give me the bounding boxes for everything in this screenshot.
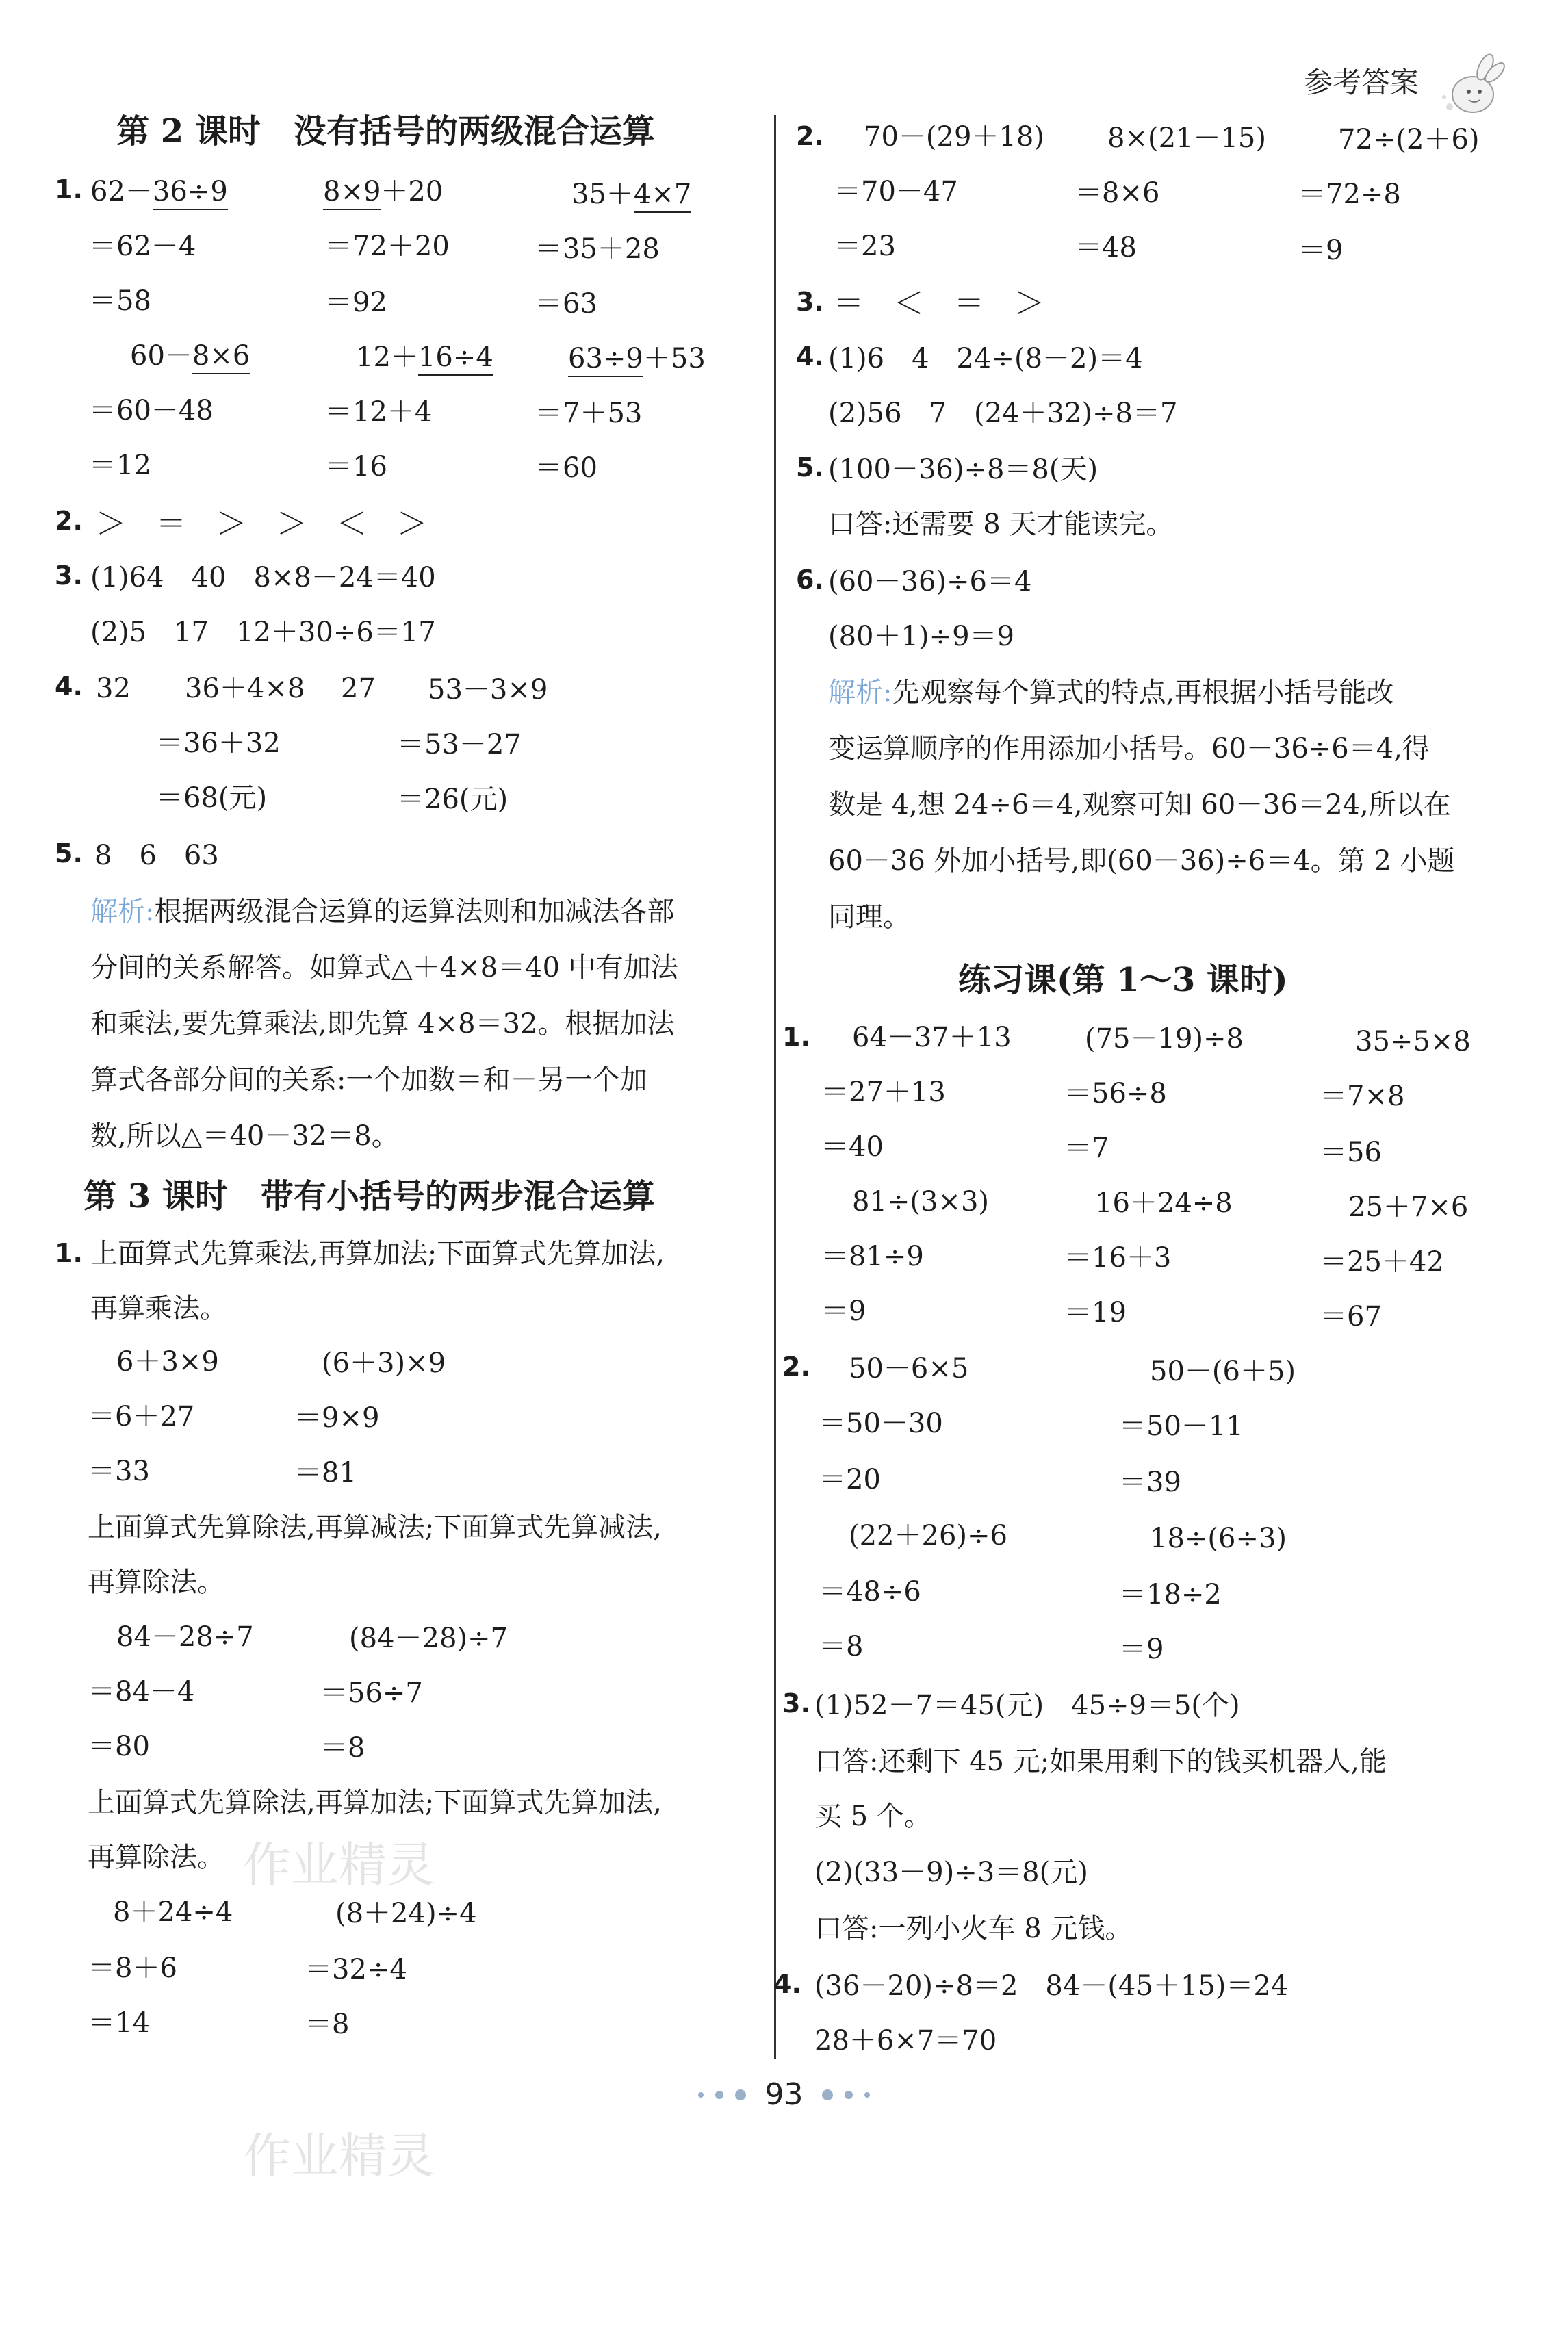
step: ＝19 xyxy=(1064,1297,1127,1328)
explanation-line: 数,所以△＝40－32＝8。 xyxy=(90,1120,399,1152)
page-footer xyxy=(0,2077,1568,2112)
explanation-line: 同理。 xyxy=(828,901,910,933)
step: ＝27＋13 xyxy=(821,1077,946,1108)
paragraph-line: 上面算式先算除法,再算减法;下面算式先算减法, xyxy=(88,1512,662,1543)
expression: 70－(29＋18) xyxy=(864,121,1044,153)
dot-icon xyxy=(715,2091,723,2099)
dot-icon xyxy=(822,2089,833,2100)
answer-value: 32 xyxy=(96,673,131,704)
answer-line: 口答:还剩下 45 元;如果用剩下的钱买机器人,能 xyxy=(814,1746,1387,1777)
step: ＝26(元) xyxy=(397,784,509,815)
expression: (84－28)÷7 xyxy=(349,1623,508,1654)
question-number: 3. xyxy=(55,561,83,591)
step: ＝35＋28 xyxy=(535,233,660,265)
lesson3-title: 第 3 课时 带有小括号的两步混合运算 xyxy=(83,1177,655,1215)
step: ＝60－48 xyxy=(89,395,214,426)
lesson2-title: 第 2 课时 没有括号的两级混合运算 xyxy=(116,112,655,151)
page-number: 93 xyxy=(764,2077,804,2112)
explanation-line: 和乘法,要先算乘法,即先算 4×8＝32。根据加法 xyxy=(90,1008,675,1040)
step: ＝18÷2 xyxy=(1119,1579,1222,1610)
paragraph-line: 上面算式先算乘法,再算加法;下面算式先算加法, xyxy=(90,1238,665,1270)
answer-value: 27 xyxy=(341,673,376,704)
step: ＝8×6 xyxy=(1075,177,1160,209)
answer-line: (80＋1)÷9＝9 xyxy=(828,621,1014,652)
step: ＝14 xyxy=(88,2007,150,2039)
question-number: 4. xyxy=(796,342,824,372)
expression: 72÷(2＋6) xyxy=(1338,124,1480,155)
expression: 50－(6＋5) xyxy=(1150,1356,1296,1387)
explanation-line: 解析:先观察每个算式的特点,再根据小括号能改 xyxy=(828,677,1394,708)
explanation-line: 算式各部分间的关系:一个加数＝和－另一个加 xyxy=(90,1064,647,1096)
question-number: 1. xyxy=(55,175,83,205)
question-number: 5. xyxy=(796,452,824,482)
step: ＝72÷8 xyxy=(1298,179,1401,210)
expression: (75－19)÷8 xyxy=(1085,1023,1244,1055)
expression: 8＋24÷4 xyxy=(113,1896,233,1928)
paragraph-line: 再算乘法。 xyxy=(90,1293,227,1324)
question-number: 6. xyxy=(796,565,824,595)
explanation-line: 数是 4,想 24÷6＝4,观察可知 60－36＝24,所以在 xyxy=(828,789,1451,821)
answer-line: (1)6 4 24÷(8－2)＝4 xyxy=(828,343,1143,374)
expression: (8＋24)÷4 xyxy=(335,1898,477,1929)
answer-line: 8 6 63 xyxy=(94,840,219,871)
step: ＝32÷4 xyxy=(305,1954,407,1985)
step: ＝12 xyxy=(89,450,151,481)
step: ＝16＋3 xyxy=(1064,1242,1172,1274)
answer-line: (1)52－7＝45(元) 45÷9＝5(个) xyxy=(814,1690,1240,1721)
expression: 16＋24÷8 xyxy=(1095,1187,1233,1219)
watermark: 作业精灵 xyxy=(243,1837,435,1893)
step: ＝20 xyxy=(819,1464,881,1495)
step: ＝36＋32 xyxy=(156,727,281,759)
question-number: 3. xyxy=(796,287,824,317)
expression: 60－8×6 xyxy=(130,342,250,370)
step: ＝62－4 xyxy=(89,231,196,262)
question-number: 5. xyxy=(55,838,83,868)
expression: 8×9＋20 xyxy=(323,178,443,205)
expression: 50－6×5 xyxy=(849,1353,969,1384)
step: ＝56÷8 xyxy=(1064,1078,1167,1109)
expression: 12＋16÷4 xyxy=(356,344,493,371)
expression: 25＋7×6 xyxy=(1348,1192,1469,1223)
step: ＝7 xyxy=(1064,1133,1109,1164)
question-number: 1. xyxy=(782,1022,810,1052)
step: ＝23 xyxy=(834,231,896,262)
step: ＝8 xyxy=(320,1732,365,1764)
step: ＝92 xyxy=(325,287,387,318)
step: ＝7×8 xyxy=(1320,1081,1405,1112)
expression: (6＋3)×9 xyxy=(322,1348,446,1379)
step: ＝8 xyxy=(819,1631,864,1662)
dot-icon xyxy=(698,2092,704,2098)
dot-icon xyxy=(845,2091,853,2099)
step: ＝8＋6 xyxy=(88,1953,177,1984)
answer-line: (2)(33－9)÷3＝8(元) xyxy=(814,1857,1088,1888)
explanation-label: 解析: xyxy=(828,677,892,708)
step: ＝7＋53 xyxy=(535,398,643,429)
step: ＝70－47 xyxy=(834,176,958,207)
answer-line: (100－36)÷8＝8(天) xyxy=(828,454,1098,485)
answer-line: 口答:一列小火车 8 元钱。 xyxy=(814,1913,1133,1944)
expression: 35÷5×8 xyxy=(1355,1026,1471,1057)
expression: 35＋4×7 xyxy=(571,181,691,208)
step: ＝68(元) xyxy=(156,782,268,814)
expression: 36＋4×8 xyxy=(185,673,305,704)
step: ＝48 xyxy=(1075,232,1137,263)
explanation-line: 变运算顺序的作用添加小括号。60－36÷6＝4,得 xyxy=(828,733,1430,764)
step: ＝67 xyxy=(1320,1301,1382,1332)
step: ＝50－30 xyxy=(819,1408,943,1439)
watermark: 作业精灵 xyxy=(243,2128,435,2184)
dot-icon xyxy=(735,2089,746,2100)
step: ＝58 xyxy=(89,285,151,317)
explanation-line: 分间的关系解答。如算式△＋4×8＝40 中有加法 xyxy=(90,952,678,983)
expression: 18÷(6÷3) xyxy=(1150,1523,1287,1554)
step: ＝9 xyxy=(821,1296,866,1327)
answer-comparisons: ＝ ＜ ＝ ＞ xyxy=(834,286,1044,321)
expression: 64－37＋13 xyxy=(852,1022,1012,1053)
answer-line: (2)5 17 12＋30÷6＝17 xyxy=(90,617,436,648)
question-number: 1. xyxy=(55,1238,83,1268)
step: ＝80 xyxy=(88,1731,150,1762)
step: ＝9 xyxy=(1119,1634,1164,1665)
expression: (22＋26)÷6 xyxy=(849,1520,1007,1551)
step: ＝6＋27 xyxy=(88,1401,195,1432)
answer-line: (1)64 40 8×8－24＝40 xyxy=(90,562,436,593)
step: ＝40 xyxy=(821,1131,884,1163)
explanation-line: 60－36 外加小括号,即(60－36)÷6＝4。第 2 小题 xyxy=(828,845,1455,877)
step: ＝25＋42 xyxy=(1320,1246,1444,1278)
step: ＝81÷9 xyxy=(821,1241,924,1272)
expression: 6＋3×9 xyxy=(116,1346,219,1378)
header-title: 参考答案 xyxy=(1304,66,1419,99)
step: ＝33 xyxy=(88,1456,150,1487)
answer-line: 28＋6×7＝70 xyxy=(814,2025,997,2057)
explanation-label: 解析: xyxy=(90,896,155,927)
paragraph-line: 上面算式先算除法,再算加法;下面算式先算加法, xyxy=(88,1787,662,1818)
step: ＝48÷6 xyxy=(819,1576,921,1608)
step: ＝50－11 xyxy=(1119,1411,1244,1442)
step: ＝8 xyxy=(305,2009,350,2040)
answer-line: 口答:还需要 8 天才能读完。 xyxy=(828,508,1174,540)
step: ＝56 xyxy=(1320,1137,1382,1168)
step: ＝63 xyxy=(535,288,597,320)
step: ＝72＋20 xyxy=(325,231,450,262)
step: ＝53－27 xyxy=(397,729,522,760)
answer-line: 买 5 个。 xyxy=(814,1801,931,1832)
step: ＝81 xyxy=(294,1457,357,1489)
expression: 62－36÷9 xyxy=(90,178,228,205)
question-number: 2. xyxy=(782,1352,810,1382)
dot-icon xyxy=(864,2092,870,2098)
bunny-mascot-icon xyxy=(1437,52,1513,123)
answer-comparisons: ＞ ＝ ＞ ＞ ＜ ＞ xyxy=(96,506,427,541)
step: ＝9 xyxy=(1298,235,1344,266)
step: ＝84－4 xyxy=(88,1676,195,1708)
answer-line: (2)56 7 (24＋32)÷8＝7 xyxy=(828,398,1178,429)
question-number: 3. xyxy=(782,1688,810,1718)
question-number: 4. xyxy=(55,671,83,701)
step: ＝12＋4 xyxy=(325,396,433,428)
answer-line: (36－20)÷8＝2 84－(45＋15)＝24 xyxy=(814,1970,1289,2002)
expression: 84－28÷7 xyxy=(116,1621,254,1653)
paragraph-line: 再算除法。 xyxy=(88,1567,224,1598)
expression: 53－3×9 xyxy=(428,674,548,706)
column-divider xyxy=(774,115,776,2059)
expression: 81÷(3×3) xyxy=(852,1186,990,1218)
step: ＝60 xyxy=(535,452,597,484)
step: ＝16 xyxy=(325,451,387,482)
explanation-line: 解析:根据两级混合运算的运算法则和加减法各部 xyxy=(90,896,675,927)
step: ＝39 xyxy=(1119,1467,1181,1498)
step: ＝56÷7 xyxy=(320,1677,423,1709)
question-number: 4. xyxy=(773,1969,801,1999)
answer-line: (60－36)÷6＝4 xyxy=(828,566,1032,597)
practice-title: 练习课(第 1～3 课时) xyxy=(958,961,1288,999)
paragraph-line: 再算除法。 xyxy=(88,1842,224,1873)
question-number: 2. xyxy=(796,121,824,151)
expression: 63÷9＋53 xyxy=(568,345,706,372)
expression: 8×(21－15) xyxy=(1107,123,1266,154)
step: ＝9×9 xyxy=(294,1402,380,1434)
question-number: 2. xyxy=(55,506,83,536)
